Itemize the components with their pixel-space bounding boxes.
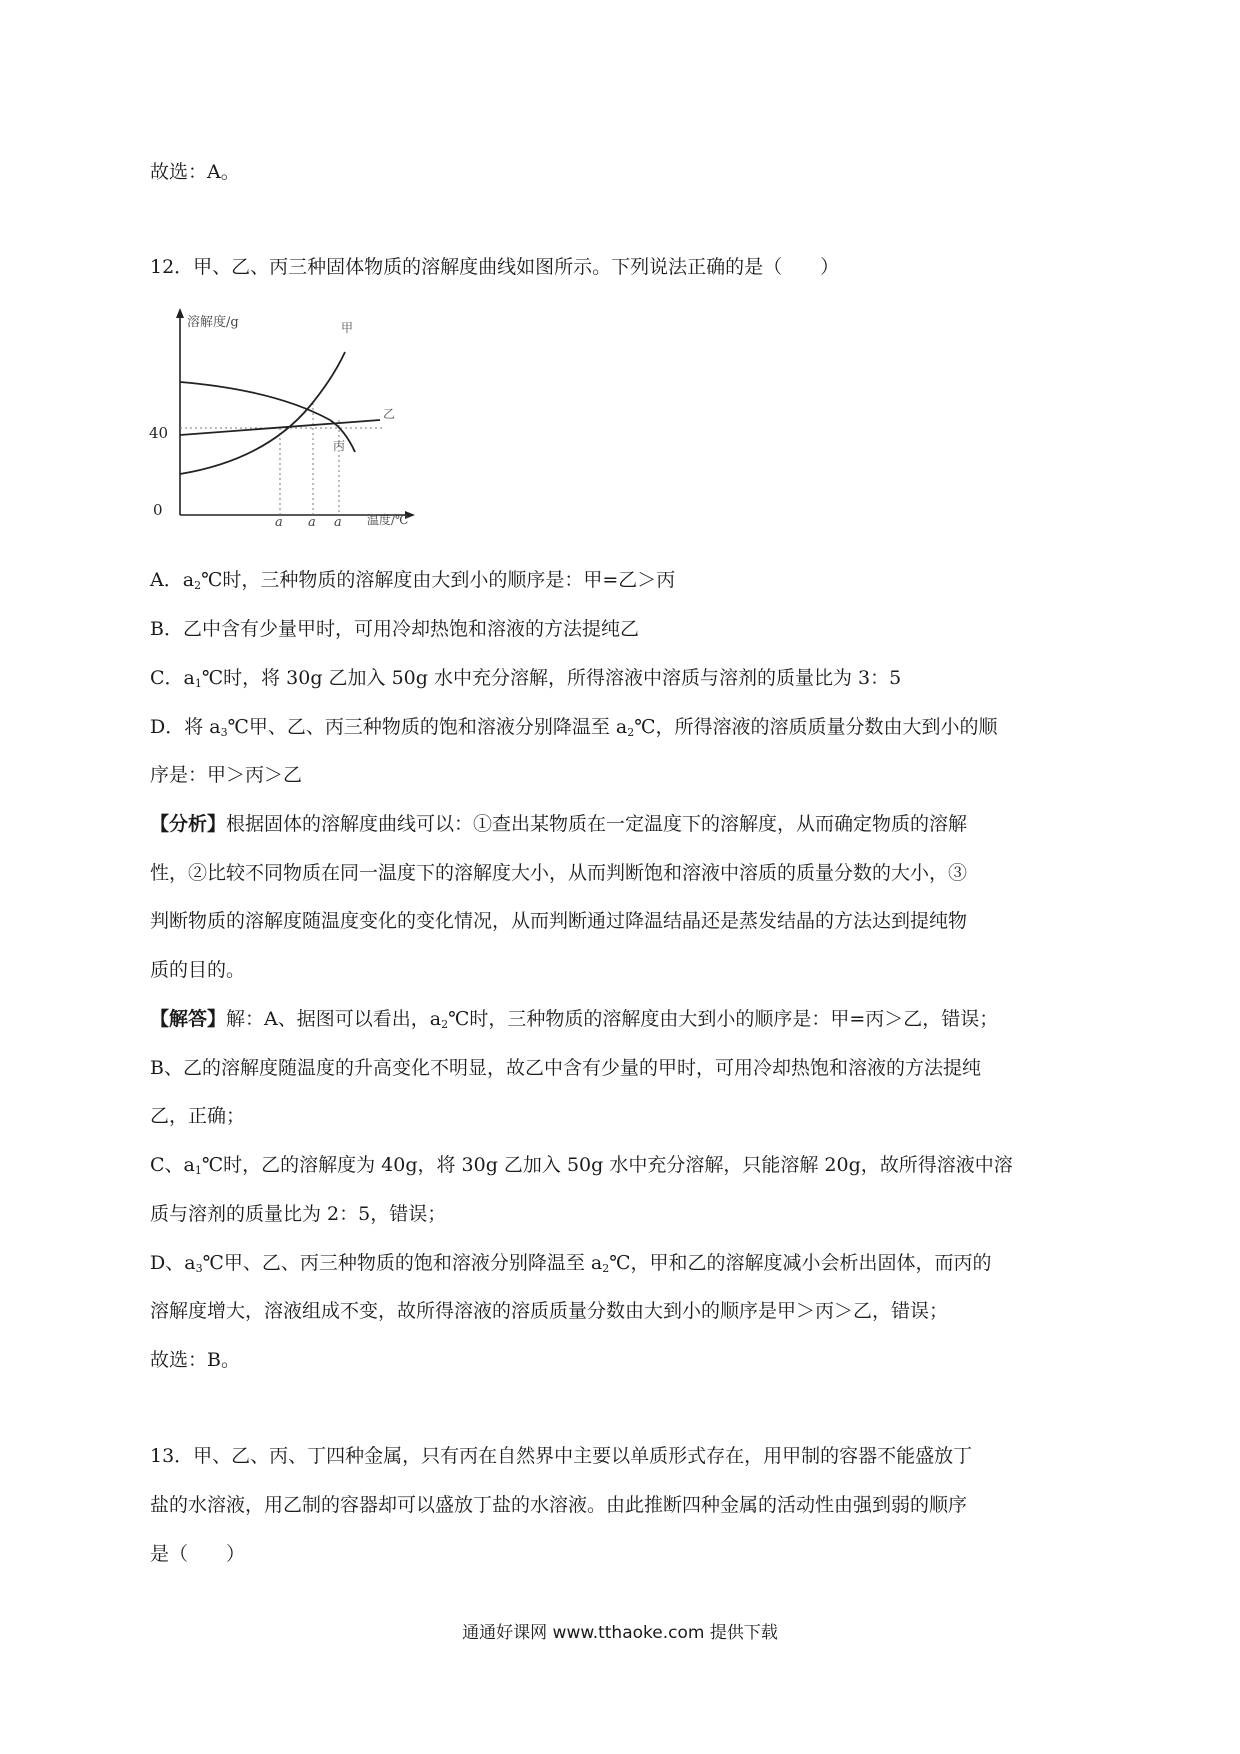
answer-line-1: 【解答】解：A、据图可以看出，$a_2℃$时，三种物质的溶解度由大到小的顺序是：甲=丙＞乙，错误； (150, 1008, 999, 1031)
x-axis-label: 温度/℃ (367, 513, 409, 527)
question-13-line-2: 盐的水溶液，用乙制的容器却可以盛放丁盐的水溶液。由此推断四种金属的活动性由强到弱的顺序 (150, 1494, 968, 1516)
answer-line-5: 质与溶剂的质量比为 2：5，错误； (150, 1203, 447, 1225)
curve-jia (180, 352, 345, 474)
option-d: D．将 $a_3℃$甲、乙、丙三种物质的饱和溶液分别降温至 $a_2℃$，所得溶液的溶质质量分数由大到小的顺 (150, 716, 998, 739)
answer-tag: 【解答】 (150, 1008, 227, 1030)
answer-line-4: C、$a_1℃$时，乙的溶解度为 40g，将 30g 乙加入 50g 水中充分溶解，只能溶解 20g，故所得溶液中溶 (150, 1154, 1013, 1177)
option-a: A．$a_2℃$时，三种物质的溶解度由大到小的顺序是：甲=乙＞丙 (150, 569, 676, 592)
x-tick-a1: a (275, 515, 283, 530)
analysis-line-2: 性，②比较不同物质在同一温度下的溶解度大小，从而判断饱和溶液中溶质的质量分数的大小，③ (150, 862, 968, 884)
option-d-continued: 序是：甲＞丙＞乙 (150, 764, 303, 786)
prev-answer: 故选：A。 (150, 161, 240, 183)
analysis-line-4: 质的目的。 (150, 959, 246, 981)
y-tick-40: 40 (149, 424, 169, 442)
y-axis-label: 溶解度/g (187, 315, 239, 330)
analysis-line-1: 【分析】根据固体的溶解度曲线可以：①查出某物质在一定温度下的溶解度，从而确定物质的溶解 (150, 813, 968, 835)
y-axis-arrow (176, 308, 184, 318)
curve-label-jia: 甲 (341, 321, 354, 335)
answer-line-7: 溶解度增大，溶液组成不变，故所得溶液的溶质质量分数由大到小的顺序是甲＞丙＞乙，错误； (150, 1300, 949, 1322)
answer-line-6: D、$a_3℃$甲、乙、丙三种物质的饱和溶液分别降温至 $a_2℃$，甲和乙的溶解度减小会析出固体，而丙的 (150, 1252, 992, 1275)
analysis-line-3: 判断物质的溶解度随温度变化的变化情况，从而判断通过降温结晶还是蒸发结晶的方法达到提纯物 (150, 910, 968, 932)
answer-final: 故选：B。 (150, 1349, 240, 1371)
answer-line-2: B、乙的溶解度随温度的升高变化不明显，故乙中含有少量的甲时，可用冷却热饱和溶液的方法提纯 (150, 1057, 981, 1079)
question-13-line-3: 是（ ） (150, 1543, 246, 1565)
curve-label-bing: 丙 (333, 439, 346, 453)
question-12-stem: 12．甲、乙、丙三种固体物质的溶解度曲线如图所示。下列说法正确的是（ ） (150, 256, 840, 278)
curve-bing (180, 382, 355, 452)
origin-label: 0 (153, 501, 163, 519)
x-tick-a2: a (308, 515, 316, 530)
question-13-line-1: 13．甲、乙、丙、丁四种金属，只有丙在自然界中主要以单质形式存在，用甲制的容器不能盛放丁 (150, 1445, 973, 1467)
analysis-tag: 【分析】 (150, 813, 227, 835)
curve-label-yi: 乙 (383, 407, 396, 421)
footer-source: 通通好课网 www.tthaoke.com 提供下载 (462, 1623, 778, 1643)
x-tick-a3: a (334, 515, 342, 530)
solubility-curve-figure (145, 300, 415, 530)
answer-line-3: 乙，正确； (150, 1105, 246, 1127)
option-b: B．乙中含有少量甲时，可用冷却热饱和溶液的方法提纯乙 (150, 618, 639, 640)
option-c: C．$a_1℃$时，将 30g 乙加入 50g 水中充分溶解，所得溶液中溶质与溶剂的质量比为 3：5 (150, 667, 902, 690)
